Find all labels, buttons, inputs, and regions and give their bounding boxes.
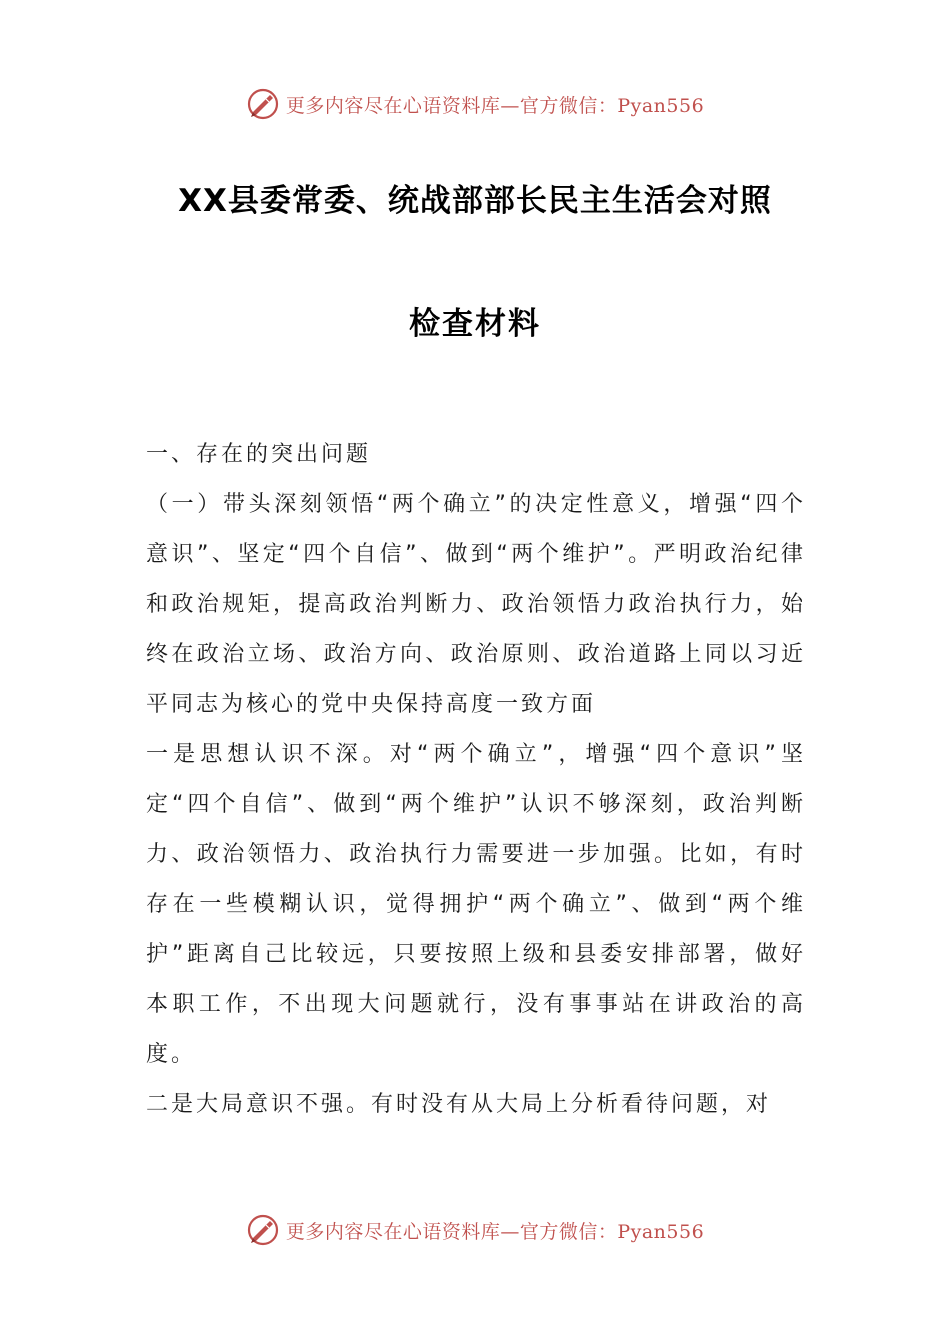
document-title-line-1: XX县委常委、统战部部长民主生活会对照 bbox=[178, 183, 772, 219]
pen-logo-icon bbox=[246, 1213, 280, 1247]
document-body bbox=[146, 430, 806, 1130]
paragraph: 一是思想认识不深。对“两个确立”，增强“四个意识”坚定“四个自信”、做到“两个维护”认识不够深刻，政治判断力、政治领悟力、政治执行力需要进一步加强。比如，有时存在一些模糊认识，觉得拥护“两个确立”、做到“两个维护”距离自己比较远，只要按照上级和县委安排部署，做好本职工作，不出现大问题就行，没有事事站在讲政治的高度。 bbox=[146, 742, 806, 1067]
watermark-text: 更多内容尽在心语资料库—官方微信：Pyan556 bbox=[285, 1220, 705, 1243]
document-title-line-2: 检查材料 bbox=[409, 306, 541, 342]
footer-watermark bbox=[0, 1210, 950, 1250]
pen-logo-icon bbox=[246, 87, 280, 121]
header-watermark bbox=[0, 84, 950, 124]
paragraph: 二是大局意识不强。有时没有从大局上分析看待问题，对 bbox=[146, 1092, 772, 1117]
section-heading: 一、存在的突出问题 bbox=[146, 442, 372, 467]
watermark-text: 更多内容尽在心语资料库—官方微信：Pyan556 bbox=[285, 94, 705, 117]
subsection-heading: （一）带头深刻领悟“两个确立”的决定性意义，增强“四个意识”、坚定“四个自信”、做到“两个维护”。严明政治纪律和政治规矩，提高政治判断力、政治领悟力政治执行力，始终在政治立场、政治方向、政治原则、政治道路上同以习近平同志为核心的党中央保持高度一致方面 bbox=[146, 492, 806, 717]
